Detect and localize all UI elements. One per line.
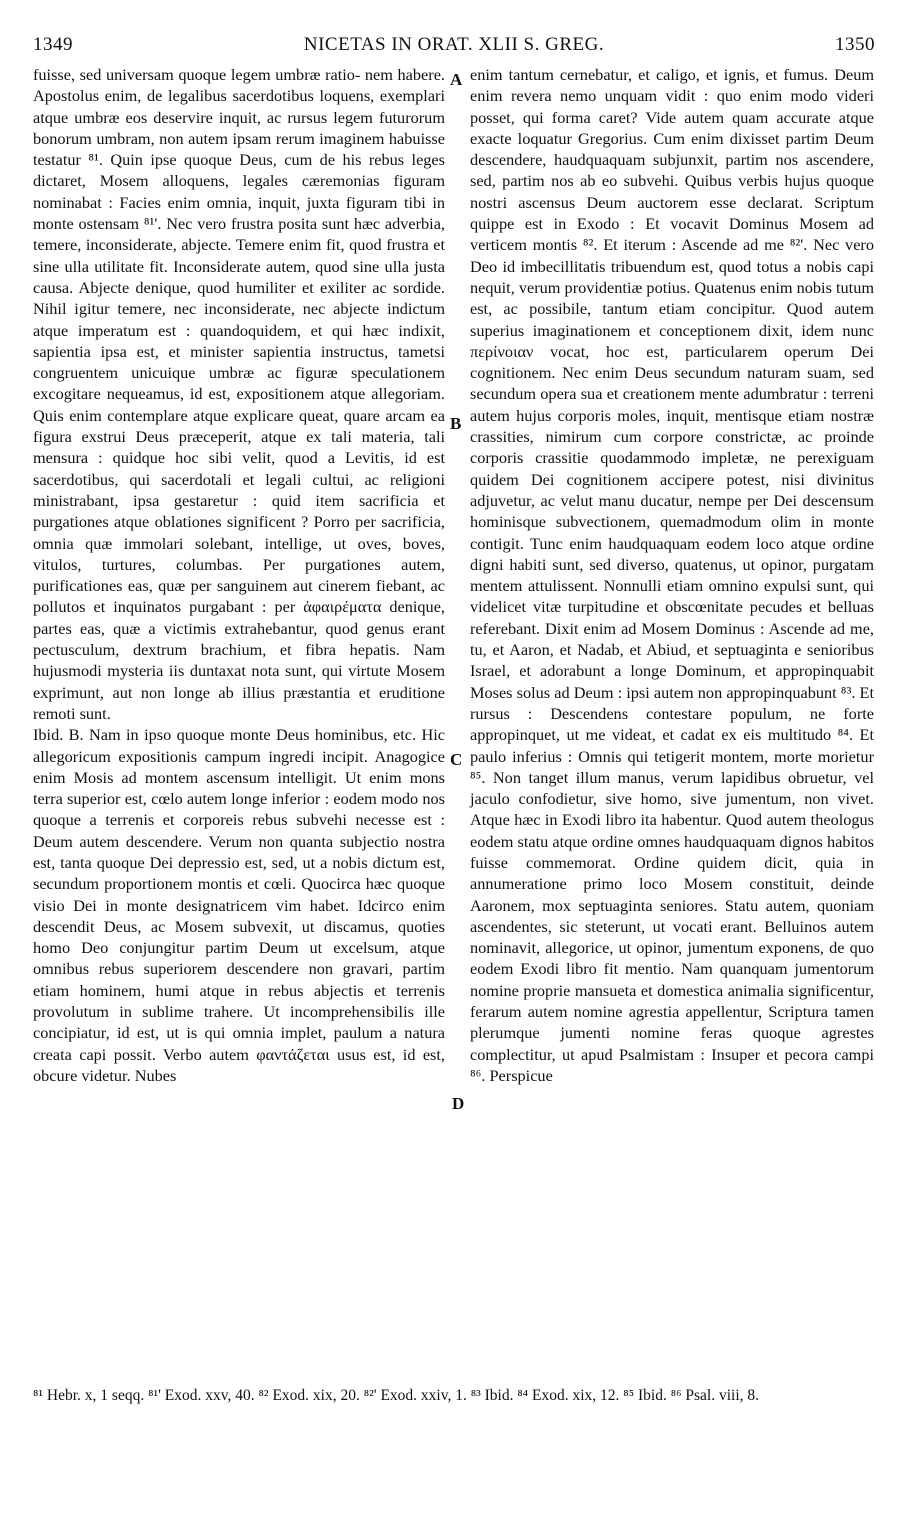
page-number-left: 1349 xyxy=(33,34,73,55)
running-title: NICETAS IN ORAT. XLII S. GREG. xyxy=(303,34,605,55)
page-header xyxy=(33,34,875,60)
section-marker-d: D xyxy=(452,1094,465,1113)
left-paragraph-2: Ibid. B. Nam in ipso quoque monte Deus hominibus, etc. Hic allegoricum expositionis campum ingredi incipit. Anagogice enim Mosis ad montem ascensum intelligit. Ut enim mons terra superior est, cœlo autem longe inferior : eodem modo nos quoque a terrenis et corporeis rebus subvehi necesse est : Deum autem descendere. Verum non quanta subjectio nostra est, tanta quoque Dei depressio est, sed, ut a nobis dictum est, secundum proportionem montis et cœli. Quocirca hæc quoque visio Dei in monte designatricem vim habet. Idcirco enim descendit Deus, ac Mosem subvexit, ut discamus, quoties homo Deo conjungitur partim Deum ut excelsum, atque omnibus rebus superiorem descendere non gravari, partim etiam hominem, humi atque in rebus abjectis et terrenis provolutum in sublime trahere. Ut incomprehensibilis ille concipiatur, id est, ut is qui omnia implet, paulum a natura creata capi possit. Verbo autem φαντάζεται usus est, id est, obcure videtur. Nubes xyxy=(33,725,445,1085)
right-column xyxy=(470,64,874,1086)
left-paragraph-1: fuisse, sed universam quoque legem umbræ ratio- nem habere. Apostolus enim, de legalibus sacerdotibus loquens, exemplari atque umbræ eos deservire inquit, ac rursus legem futurorum bonorum umbram, non autem ipsam rerum imaginem habuisse testatur ⁸¹. Quin ipse quoque Deus, cum de his rebus leges dictaret, Mosem alloquens, legales cæremonias figuram nominabat : Facies enim omnia, inquit, juxta figuram tibi in monte ostensam ⁸¹'. Nec vero frustra posita sunt hæc adverbia, temere, inconsiderate, abjecte. Temere enim fit, quod frustra et sine ulla utilitate fit. Inconsiderate autem, quod sine ulla justa causa. Abjecte denique, quod humiliter et exiliter ac sordide. Nihil igitur temere, nec inconsiderate, nec abjecte indictum atque imperatum est : quandoquidem, et qui hæc indixit, sapientia ipsa est, et minister sapientia instructus, tametsi congruentem unicuique umbræ ac figuræ speculationem excogitare nequeamus, id est, expositionem atque allegoriam. Quis enim contemplare atque explicare queat, quare arcam ea figura exstrui Deus præceperit, atque ex tali materia, tali mensura : quidque hoc sibi velit, quod a Levitis, id est sacerdotibus, qui sacerdotali et legali cultui, ac religioni ministrabant, ipsa gestaretur : quid item sacrificia et purgationes atque oblationes significent ? Porro per sacrificia, omnia quæ immolari solebant, intellige, ut oves, boves, vitulos, turtures, columbas. Per purgationes autem, purificationes eas, quæ per sanguinem aut cinerem fiebant, ac pollutos et inquinatos purgabant : per ἀφαιρέματα denique, partes eas, quæ a victimis extrahebantur, quod genus erant pectusculum, dextrum brachium, et fibra hepatis. Nam hujusmodi mysteria iis duntaxat nota sunt, qui virtute Mosem exprimunt, aut non longe ab illius præstantia et eruditione remoti sunt. xyxy=(33,65,445,723)
footnote-text: ⁸¹ Hebr. x, 1 seqq. ⁸¹' Exod. xxv, 40. ⁸² Exod. xix, 20. ⁸²' Exod. xxiv, 1. ⁸³ Ibid. ⁸⁴ Exod. xix, 12. ⁸⁵ Ibid. ⁸⁶ Psal. viii, 8. xyxy=(33,1387,760,1404)
page-number-right: 1350 xyxy=(835,34,875,55)
section-marker-b: B xyxy=(450,414,462,433)
left-column xyxy=(33,64,445,1086)
footnotes xyxy=(33,1386,875,1406)
section-marker-a: A xyxy=(450,70,463,89)
right-paragraph-1: enim tantum cernebatur, et caligo, et ignis, et fumus. Deum enim revera nemo unquam vidit : quo enim modo videri posset, qui forma caret? Vide autem quam accurate atque exacte loquatur Gregorius. Cum enim dixisset partim Deum descendere, haudquaquam subjunxit, partim nos ascendere, sed, partim nos ab eo subvehi. Quibus verbis hujus quoque nostri ascensus Deum auctorem esse declarat. Scriptum quippe est in Exodo : Et vocavit Dominus Mosem ad verticem montis ⁸². Et iterum : Ascende ad me ⁸²'. Nec vero Deo id imbecillitatis tribuendum est, quod totus a nobis capi nequit, verum providentiæ potius. Quatenus enim nobis tutum est, ac possibile, tantum etiam concipitur. Quod autem superius imaginationem et conceptionem dixit, idem nunc περίνοιαν vocat, hoc est, particularem operum Dei cognitionem. Nec enim Deus secundum naturam suam, sed secundum opera sua et creationem mente adumbratur : terreni autem hujus corporis moles, inquit, mentisque etiam nostræ crassities, nimirum cum corpore constrictæ, ac proinde corporis crassitie quodammodo impletæ, ne perexiguam quidem Dei cognitionem accipere potest, nisi divinitus adjuvetur, ac velut manu ducatur, nempe per Dei descensum hominisque subvectionem, quemadmodum olim in monte contigit. Tunc enim haudquaquam eodem loco atque ordine digni habiti sunt, sed diverso, quatenus, ut opinor, purgatam mentem attulissent. Nonnulli etiam omnino expulsi sunt, qui videlicet vitæ turpitudine et obscœnitate pecudes et belluas referebant. Dixit enim ad Mosem Dominus : Ascende ad me, tu, et Aaron, et Nadab, et Abiud, et septuaginta e senioribus Israel, et adorabunt a longe Dominum, et appropinquabit Moses solus ad Deum : ipsi autem non appropinquabunt ⁸³. Et rursus : Descendens contestare populum, ne forte appropinquet, ut me videat, et cadat ex eis multitudo ⁸⁴. Et paulo inferius : Omnis qui tetigerit montem, morte morietur ⁸⁵. Non tanget illum manus, verum lapidibus obruetur, vel jaculo confodietur, sive homo, sive jumentum, non vivet. Atque hæc in Exodi libro ita habentur. Quod autem theologus eodem statu atque ordine omnes haudquaquam dignos habitos fuisse commemorat. Ordine quidem dicit, quia in annumeratione primo loco Mosem constituit, deinde Aaronem, mox septuaginta seniores. Statu autem, quoniam ascendentes, sic steterunt, ut vocati erant. Belluinos autem nominavit, allegorice, ut opinor, jumentum exponens, de quo eodem Exodi libro fit mentio. Nam quanquam jumentorum nomine proprie mansueta et domestica animalia significentur, ferarum autem nomine agrestia appellentur, Scriptura tamen plerumque jumenti nomine feras quoque agrestes complectitur, ut apud Psalmistam : Insuper et pecora campi ⁸⁶. Perspicue xyxy=(470,65,874,1085)
section-marker-c: C xyxy=(450,750,463,769)
